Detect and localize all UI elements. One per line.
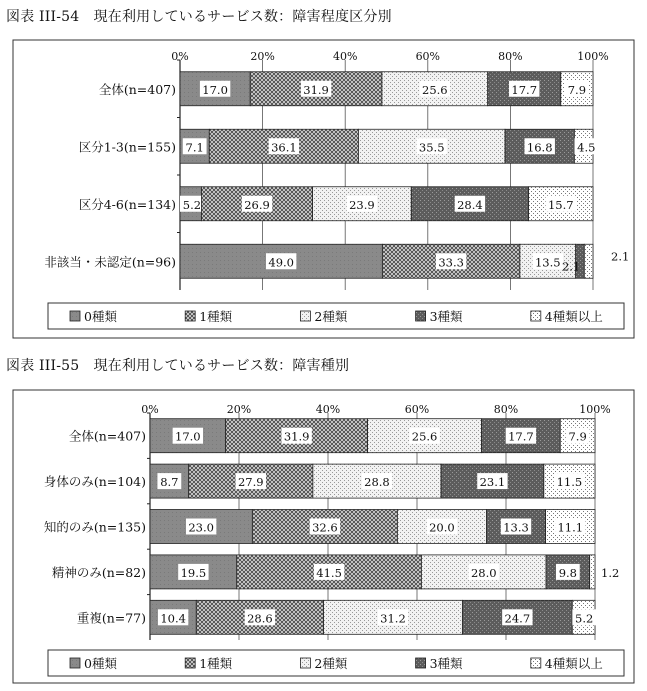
data-label: 25.6 [411,429,438,444]
data-label: 17.0 [202,82,228,97]
data-label: 16.8 [526,140,553,155]
legend-swatch [185,658,195,668]
data-label: 19.5 [180,565,207,580]
data-label: 49.0 [268,255,294,270]
data-label: 31.9 [303,82,329,97]
x-tick-label: 60% [415,50,441,63]
legend-label: 4種類以上 [544,656,603,671]
legend-swatch [300,658,310,668]
data-label: 13.5 [534,255,561,270]
legend-swatch [185,311,195,321]
legend-label: 2種類 [314,309,348,324]
legend-swatch [70,311,80,321]
bar-segment-4種類以上 [584,244,593,278]
legend-swatch [416,311,426,321]
category-label: 全体(n=407) [68,428,146,444]
data-label: 7.1 [185,140,204,155]
x-tick-label: 20% [250,50,275,63]
data-label: 31.9 [283,429,310,444]
category-label: 精神のみ(n=82) [51,564,146,580]
x-tick-label: 80% [493,403,519,416]
data-label: 23.9 [349,197,375,212]
bar-segment-4種類以上 [590,555,595,589]
legend-swatch [531,311,541,321]
data-label: 5.2 [575,611,594,626]
data-label: 26.9 [244,197,270,212]
legend-label: 0種類 [84,309,117,324]
category-label: 区分4-6(n=134) [78,196,176,212]
data-label: 17.7 [511,82,538,97]
category-label: 非該当・未認定(n=96) [44,254,176,270]
x-tick-label: 0% [141,403,159,416]
legend-label: 3種類 [429,656,463,671]
data-label: 9.8 [558,565,578,580]
category-label: 区分1-3(n=155) [78,139,176,155]
data-label: 20.0 [429,520,455,535]
data-label: 11.5 [556,475,583,490]
data-label: 33.3 [438,255,464,270]
data-label: 23.1 [479,475,506,490]
legend-label: 0種類 [84,656,117,671]
data-label: 7.9 [567,82,587,97]
category-label: 身体のみ(n=104) [43,474,146,490]
data-label: 10.4 [160,611,186,626]
x-tick-label: 0% [171,50,189,63]
data-label: 35.5 [418,140,445,155]
data-label: 31.2 [380,611,406,626]
data-label: 2.1 [562,259,581,274]
data-label: 32.6 [312,520,338,535]
category-label: 全体(n=407) [98,81,176,97]
legend-swatch [416,658,426,668]
data-label: 27.9 [237,475,264,490]
x-tick-label: 60% [404,403,430,416]
data-label: 24.7 [504,611,531,626]
data-label: 17.0 [175,429,201,444]
data-label: 5.2 [182,197,202,212]
figure-title-54: 図表 III-54 現在利用しているサービス数：障害程度区分別 [6,9,392,25]
data-label: 13.3 [503,520,529,535]
category-label: 重複(n=77) [76,610,146,626]
data-label: 1.2 [601,565,620,580]
legend-label: 1種類 [199,656,233,671]
data-label: 28.8 [364,475,390,490]
legend-label: 4種類以上 [544,309,603,324]
x-tick-label: 40% [332,50,358,63]
data-label: 28.4 [457,197,483,212]
legend-label: 3種類 [429,309,463,324]
x-tick-label: 20% [226,403,252,416]
data-label: 4.5 [577,140,596,155]
data-label: 15.7 [547,197,574,212]
data-label: 36.1 [271,140,297,155]
data-label: 23.0 [188,520,214,535]
x-tick-label: 100% [579,403,611,416]
x-tick-label: 40% [315,403,341,416]
data-label: 11.1 [557,520,584,535]
category-label: 知的のみ(n=135) [43,519,146,535]
legend-swatch [531,658,541,668]
legend-label: 1種類 [199,309,233,324]
figure-title-55: 図表 III-55 現在利用しているサービス数：障害種別 [6,358,350,374]
legend-swatch [70,658,80,668]
legend-label: 2種類 [314,656,348,671]
chart-by-disability-level [13,40,634,338]
data-label: 2.1 [611,249,630,264]
x-tick-label: 80% [498,50,523,63]
data-label: 8.7 [160,475,179,490]
data-label: 28.0 [470,565,497,580]
x-tick-label: 100% [577,50,609,63]
data-label: 28.6 [247,611,273,626]
chart-by-disability-type [13,390,634,683]
data-label: 41.5 [316,565,342,580]
data-label: 25.6 [422,82,448,97]
data-label: 17.7 [508,429,534,444]
legend-swatch [300,311,310,321]
data-label: 7.9 [568,429,587,444]
